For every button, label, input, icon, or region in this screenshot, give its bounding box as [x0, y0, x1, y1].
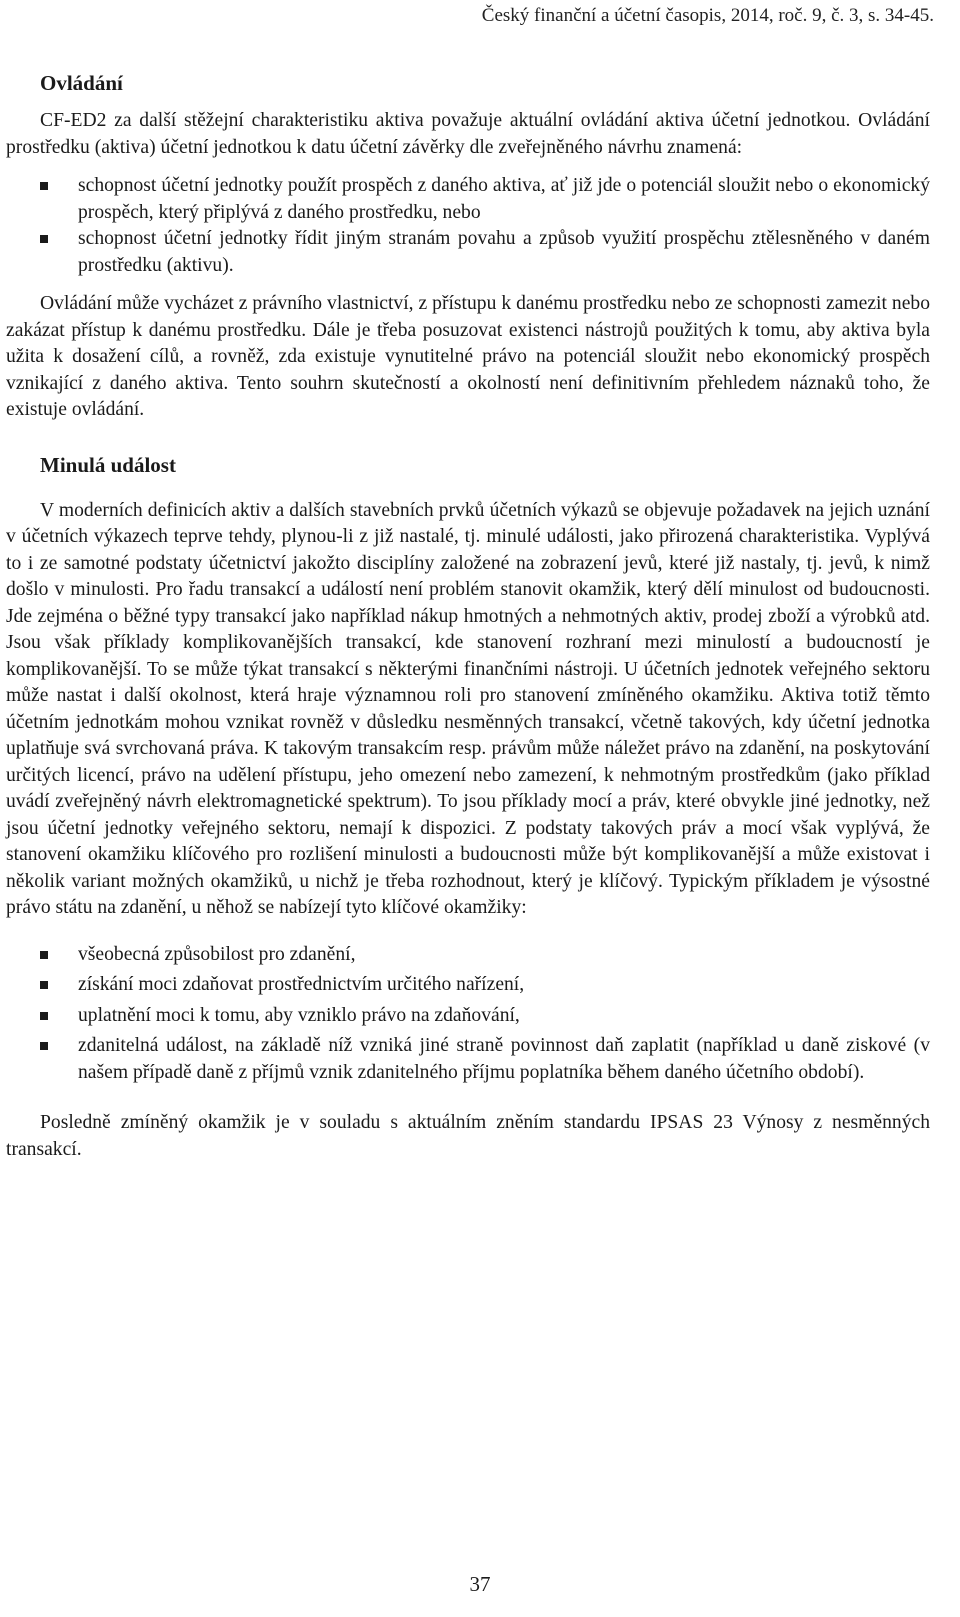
- list-item-text: uplatnění moci k tomu, aby vzniklo právo na zdaňování,: [78, 1004, 520, 1026]
- square-bullet-icon: [40, 182, 48, 190]
- bullet-list-ovladani: [6, 173, 930, 279]
- square-bullet-icon: [40, 1012, 48, 1020]
- paragraph-minula-body: V moderních definicích aktiv a dalších stavebních prvků účetních výkazů se objevuje požadavek na jejich uznání v účetních výkazech teprve tehdy, plynou-li z již nastalé, tj. minulé události, jako přirozená charakteristika. Vyplývá to i ze samotné podstaty účetnictví jakožto disciplíny založené na zobrazení jevů, které již nastaly, tj. jevů, k nimž došlo v minulosti. Pro řadu transakcí a událostí není problém stanovit okamžik, který dělí minulost od budoucnosti. Jde zejména o běžné typy transakcí jako například nákup hmotných a nehmotných aktiv, prodej zboží a výrobků atd. Jsou však příklady komplikovanějších transakcí, kde stanovení rozhraní mezi minulostí a budoucností je komplikovanější. To se může týkat transakcí s některými finančními nástroji. U účetních jednotek veřejného sektoru může nastat i další okolnost, která hraje významnou roli pro stanovení zmíněného okamžiku. Aktiva totiž těmto účetním jednotkám mohou vznikat rovněž v důsledku nesměnných transakcí, včetně takových, kdy účetní jednotka uplatňuje svá svrchovaná práva. K takovým transakcím resp. právům může náležet právo na zdanění, na poskytování určitých licencí, právo na udělení přístupu, jeho omezení nebo zamezení, k nehmotným prostředkům (jako příklad uvádí zveřejněný návrh elektromagnetické spektrum). To jsou příklady mocí a práv, které obvykle jiné jednotky, než jsou účetní jednotky veřejného sektoru, nemají k dispozici. Z podstaty takových práv a mocí však vyplývá, že stanovení okamžiku klíčového pro rozlišení minulosti a budoucnosti může být komplikovanější a může existovat i několik variant možných okamžiků, u nichž je třeba rozhodnout, který je klíčový. Typickým příkladem je výsostné právo státu na zdanění, u něhož se nabízejí tyto klíčové okamžiky:: [6, 499, 930, 918]
- list-item: [6, 226, 930, 279]
- page-content: [6, 70, 930, 1163]
- bullet-list-minula: [6, 942, 930, 1087]
- list-item: [6, 1033, 930, 1086]
- square-bullet-icon: [40, 981, 48, 989]
- paragraph-ovladani-intro: CF-ED2 za další stěžejní charakteristiku aktiva považuje aktuální ovládání aktiva účetní jednotkou. Ovládání prostředku (aktiva) účetní jednotkou k datu účetní závěrky dle zveřejněného návrhu znamená:: [6, 110, 930, 158]
- page-number: 37: [469, 1572, 491, 1596]
- list-item: [6, 942, 930, 969]
- list-item-text: všeobecná způsobilost pro zdanění,: [78, 943, 356, 965]
- square-bullet-icon: [40, 1042, 48, 1050]
- list-item: [6, 173, 930, 226]
- paragraph-ovladani-body: Ovládání může vycházet z právního vlastnictví, z přístupu k danému prostředku nebo ze schopnosti zamezit nebo zakázat přístup k danému prostředku. Dále je třeba posuzovat existenci nástrojů použitých k tomu, aby aktiva byla užita k dosažení cílů, a rovněž, zda existuje vynutitelné právo na potenciál sloužit nebo ekonomický prospěch vznikající z daného aktiva. Tento souhrn skutečností a okolností není definitivním přehledem náznaků toho, že existuje ovládání.: [6, 293, 930, 420]
- list-item-text: zdanitelná událost, na základě níž vzniká jiné straně povinnost daň zaplatit (například u daně ziskové (v našem případě daně z příjmů vznik zdanitelného příjmu poplatníka během daného účetního období).: [78, 1035, 930, 1083]
- section-heading-minula-udalost: Minulá událost: [40, 452, 176, 477]
- square-bullet-icon: [40, 235, 48, 243]
- list-item: [6, 972, 930, 999]
- journal-citation: Český finanční a účetní časopis, 2014, roč. 9, č. 3, s. 34-45.: [481, 5, 934, 26]
- list-item: [6, 1003, 930, 1030]
- section-heading-ovladani: Ovládání: [40, 71, 123, 95]
- paragraph-minula-closing: Posledně zmíněný okamžik je v souladu s aktuálním zněním standardu IPSAS 23 Výnosy z nesměnných transakcí.: [6, 1112, 930, 1160]
- list-item-text: získání moci zdaňovat prostřednictvím určitého nařízení,: [78, 974, 525, 995]
- list-item-text: schopnost účetní jednotky řídit jiným stranám povahu a způsob využití prospěchu ztělesněného v daném prostředku (aktivu).: [78, 228, 930, 276]
- list-item-text: schopnost účetní jednotky použít prospěch z daného aktiva, ať již jde o potenciál sloužit nebo o ekonomický prospěch, který připlývá z daného prostředku, nebo: [78, 175, 930, 223]
- square-bullet-icon: [40, 951, 48, 959]
